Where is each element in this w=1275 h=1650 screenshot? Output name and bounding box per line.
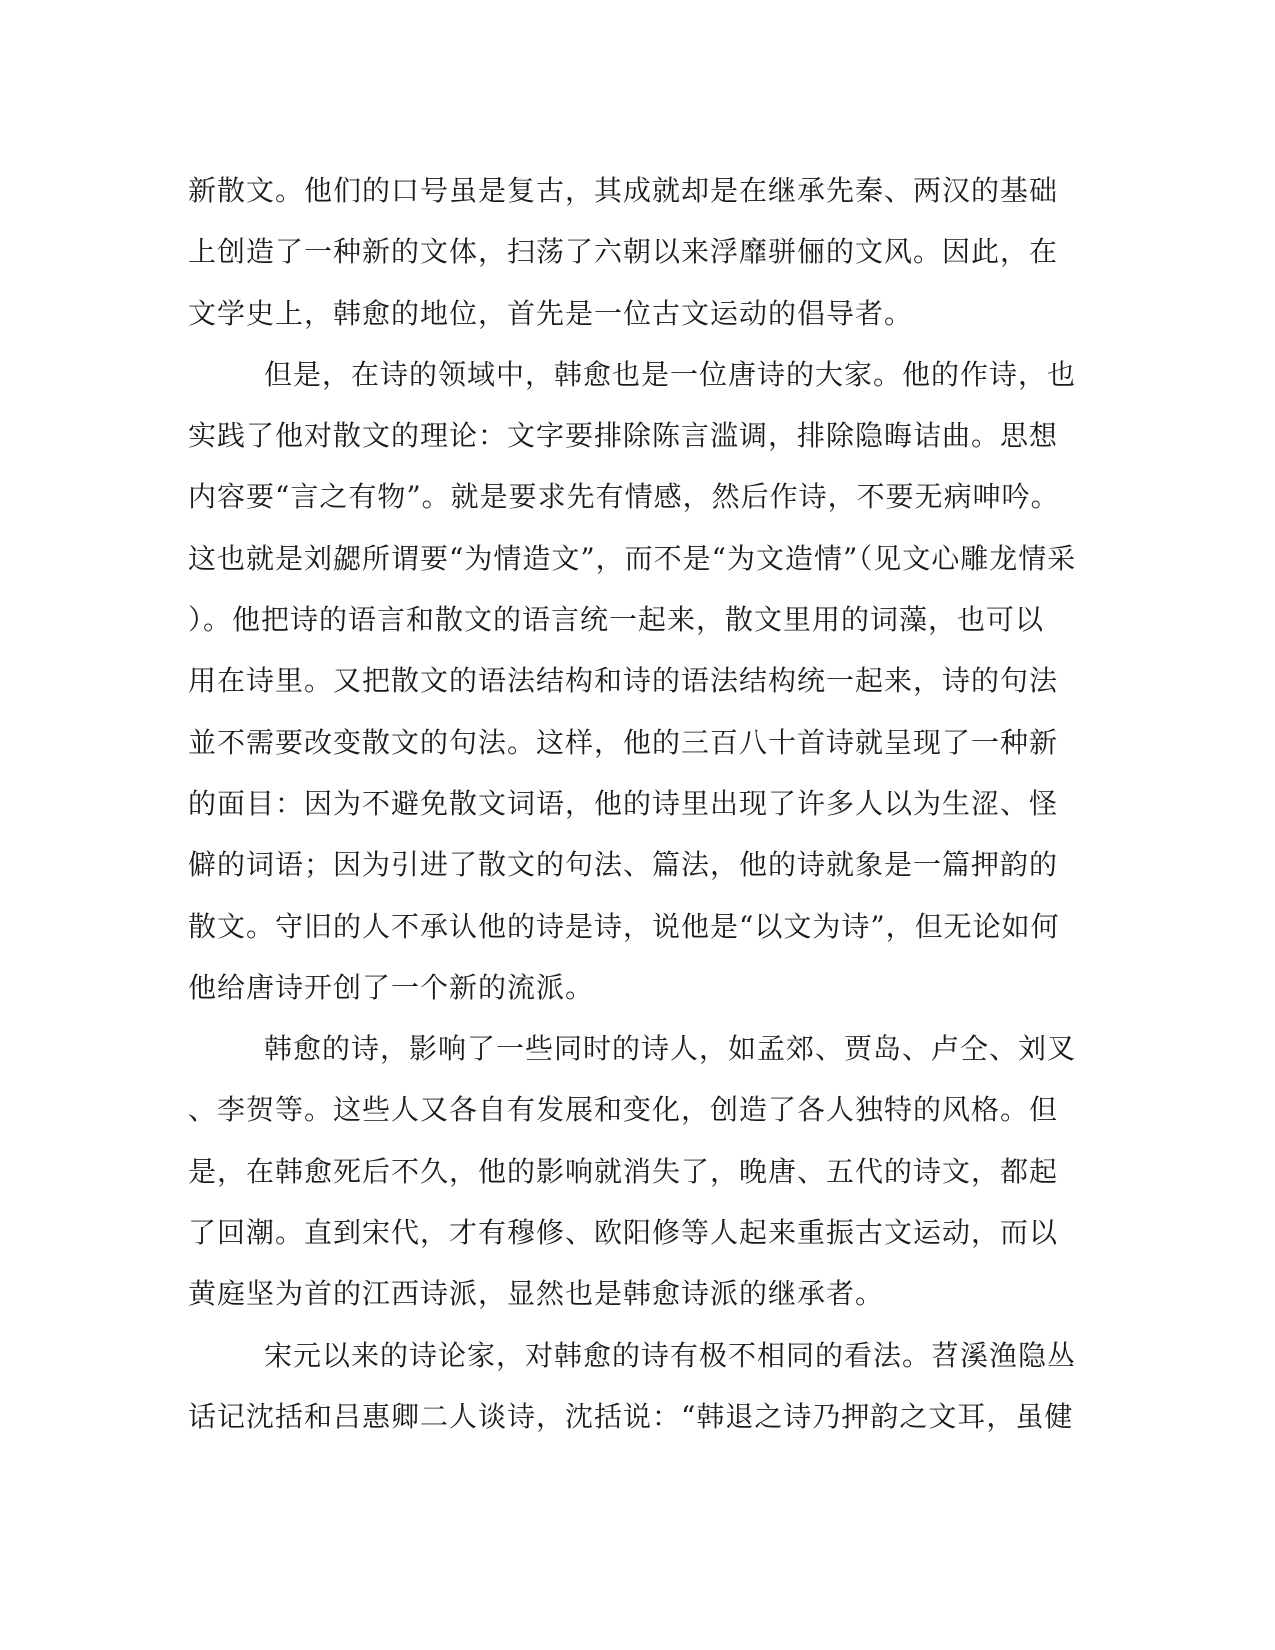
text-line: 新散文。他们的口号虽是复古，其成就却是在继承先秦、两汉的基础 [188,174,1059,207]
text-line: 内容要“言之有物”。就是要求先有情感，然后作诗，不要无病呻吟。 [188,480,1060,514]
text-line: 话记沈括和吕惠卿二人谈诗，沈括说：“韩退之诗乃押韵之文耳，虽健 [188,1399,1074,1433]
paragraph-1 [188,160,1088,344]
text-line: 用在诗里。又把散文的语法结构和诗的语法结构统一起来，诗的句法 [188,664,1059,698]
text-line: 是，在韩愈死后不久，他的影响就消失了，晚唐、五代的诗文，都起 [188,1154,1059,1188]
text-line: 但是，在诗的领域中，韩愈也是一位唐诗的大家。他的作诗，也 [264,357,1077,391]
paragraph-4 [188,1325,1088,1448]
text-line: 的面目：因为不避免散文词语，他的诗里出现了许多人以为生涩、怪 [188,786,1059,820]
text-line: 僻的词语；因为引进了散文的句法、篇法，他的诗就象是一篇押韵的 [188,848,1059,882]
body-text [188,160,1088,1447]
text-line: 他给唐诗开创了一个新的流派。 [188,970,595,1004]
text-line: 文学史上，韩愈的地位，首先是一位古文运动的倡导者。 [188,296,914,330]
text-line: 並不需要改变散文的句法。这样，他的三百八十首诗就呈现了一种新 [188,725,1059,759]
text-line: ）。他把诗的语言和散文的语言统一起来，散文里用的词藻，也可以 [188,603,1045,637]
paragraph-3 [188,1018,1088,1324]
text-line: 上创造了一种新的文体，扫荡了六朝以来浮靡骈俪的文风。因此，在 [188,235,1059,269]
text-line: 宋元以来的诗论家，对韩愈的诗有极不相同的看法。苕溪渔隐丛 [264,1338,1077,1372]
text-line: 、李贺等。这些人又各自有发展和变化，创造了各人独特的风格。但 [188,1093,1059,1127]
text-line: 韩愈的诗，影响了一些同时的诗人，如孟郊、贾岛、卢仝、刘叉 [264,1032,1077,1066]
text-line: 散文。守旧的人不承认他的诗是诗，说他是“以文为诗”，但无论如何 [188,909,1060,943]
text-line: 黄庭坚为首的江西诗派，显然也是韩愈诗派的继承者。 [188,1277,885,1311]
paragraph-2 [188,344,1088,1018]
text-line: 这也就是刘勰所谓要“为情造文”，而不是“为文造情”（见文心雕龙情采 [188,541,1077,575]
text-line: 实践了他对散文的理论：文字要排除陈言滥调，排除隐晦诘曲。思想 [188,419,1059,453]
text-line: 了回潮。直到宋代，才有穆修、欧阳修等人起来重振古文运动，而以 [188,1216,1059,1250]
